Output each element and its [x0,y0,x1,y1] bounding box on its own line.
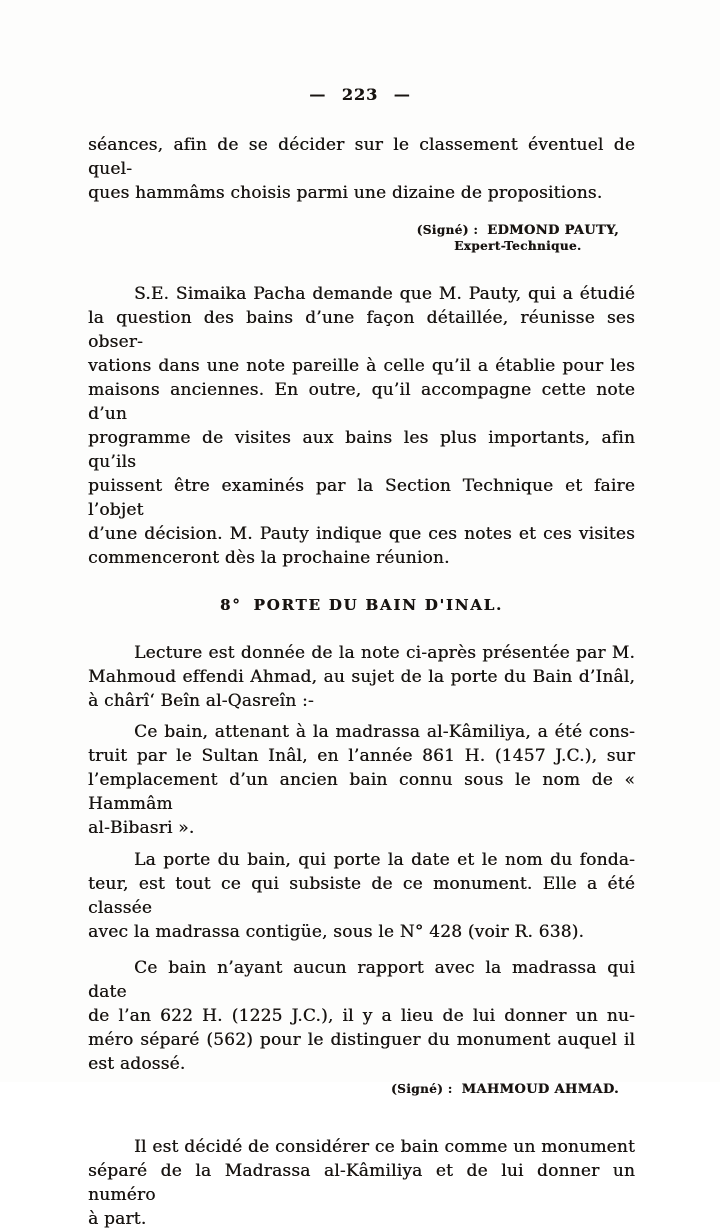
text-line: S.E. Simaika Pacha demande que M. Pauty, qui a étudié [134,284,635,304]
paragraph-seances-classement [88,133,635,205]
text-line: Lecture est donnée de la note ci-après présentée par M. [134,643,635,663]
signature-line [391,1081,619,1098]
signature-block-mahmoud-ahmad [88,1081,635,1098]
text-line: est adossé. [88,1054,186,1074]
page-number: — 223 — [309,85,411,104]
signed-label: (Signé) : [416,223,479,237]
paragraph-bain-construction [88,720,635,840]
text-line: Ce bain, attenant à la madrassa al-Kâmiliya, a été cons- [134,722,635,742]
text-line: à part. [88,1209,147,1229]
signature-inner [391,1081,619,1098]
text-line: Mahmoud effendi Ahmad, au sujet de la porte du Bain d’Inâl, [88,667,635,687]
signature-line [417,222,619,239]
text-line: Ce bain n’ayant aucun rapport avec la madrassa qui date [88,958,635,1002]
text-line: séparé de la Madrassa al-Kâmiliya et de lui donner un numéro [88,1161,635,1205]
text-line: teur, est tout ce qui subsiste de ce monument. Elle a été classée [88,874,635,918]
text-line: La porte du bain, qui porte la date et le nom du fonda- [134,850,635,870]
text-line: séances, afin de se décider sur le classement éventuel de quel- [88,135,635,179]
paragraph-decision-finale [88,1135,635,1231]
text-line: d’une décision. M. Pauty indique que ces notes et ces visites [88,524,635,544]
paragraph-numero-separe [88,956,635,1076]
section-number: 8° [219,596,242,614]
text-line: l’emplacement d’un ancien bain connu sous le nom de « Hammâm [88,770,635,814]
text-column [88,133,635,1231]
section-heading-porte-du-bain-dinal [88,596,635,614]
signatory-title: Expert-Technique. [454,239,582,253]
paragraph-lecture-note [88,641,635,713]
signature-inner [417,222,619,254]
text-line: la question des bains d’une façon détaillée, réunisse ses obser- [88,308,635,352]
text-line: programme de visites aux bains les plus importants, afin qu’ils [88,428,635,472]
text-line: al-Bibasri ». [88,818,195,838]
text-line: avec la madrassa contigüe, sous le N° 428 (voir R. 638). [88,922,585,942]
text-line: de l’an 622 H. (1225 J.C.), il y a lieu de lui donner un nu- [88,1006,635,1026]
text-line: Il est décidé de considérer ce bain comme un monument [134,1137,635,1157]
paragraph-porte-classement [88,848,635,944]
text-line: à chârî‘ Beîn al-Qasreîn :- [88,691,314,711]
text-line: puissent être examinés par la Section Technique et faire l’objet [88,476,635,520]
signature-block-edmond-pauty [88,222,635,254]
section-title: PORTE DU BAIN D'INAL. [253,596,504,614]
paragraph-simaika-pacha [88,282,635,570]
text-line: truit par le Sultan Inâl, en l’année 861 H. (1457 J.C.), sur [88,746,635,766]
signatory-name: MAHMOUD AHMAD. [461,1082,619,1097]
text-line: maisons anciennes. En outre, qu’il accompagne cette note d’un [88,380,635,424]
text-line: ques hammâms choisis parmi une dizaine de propositions. [88,183,603,203]
text-line: vations dans une note pareille à celle qu’il a établie pour les [88,356,635,376]
text-line: commenceront dès la prochaine réunion. [88,548,450,568]
signed-label: (Signé) : [391,1082,453,1096]
text-line: méro séparé (562) pour le distinguer du monument auquel il [88,1030,635,1050]
signatory-name: EDMOND PAUTY, [487,223,619,238]
